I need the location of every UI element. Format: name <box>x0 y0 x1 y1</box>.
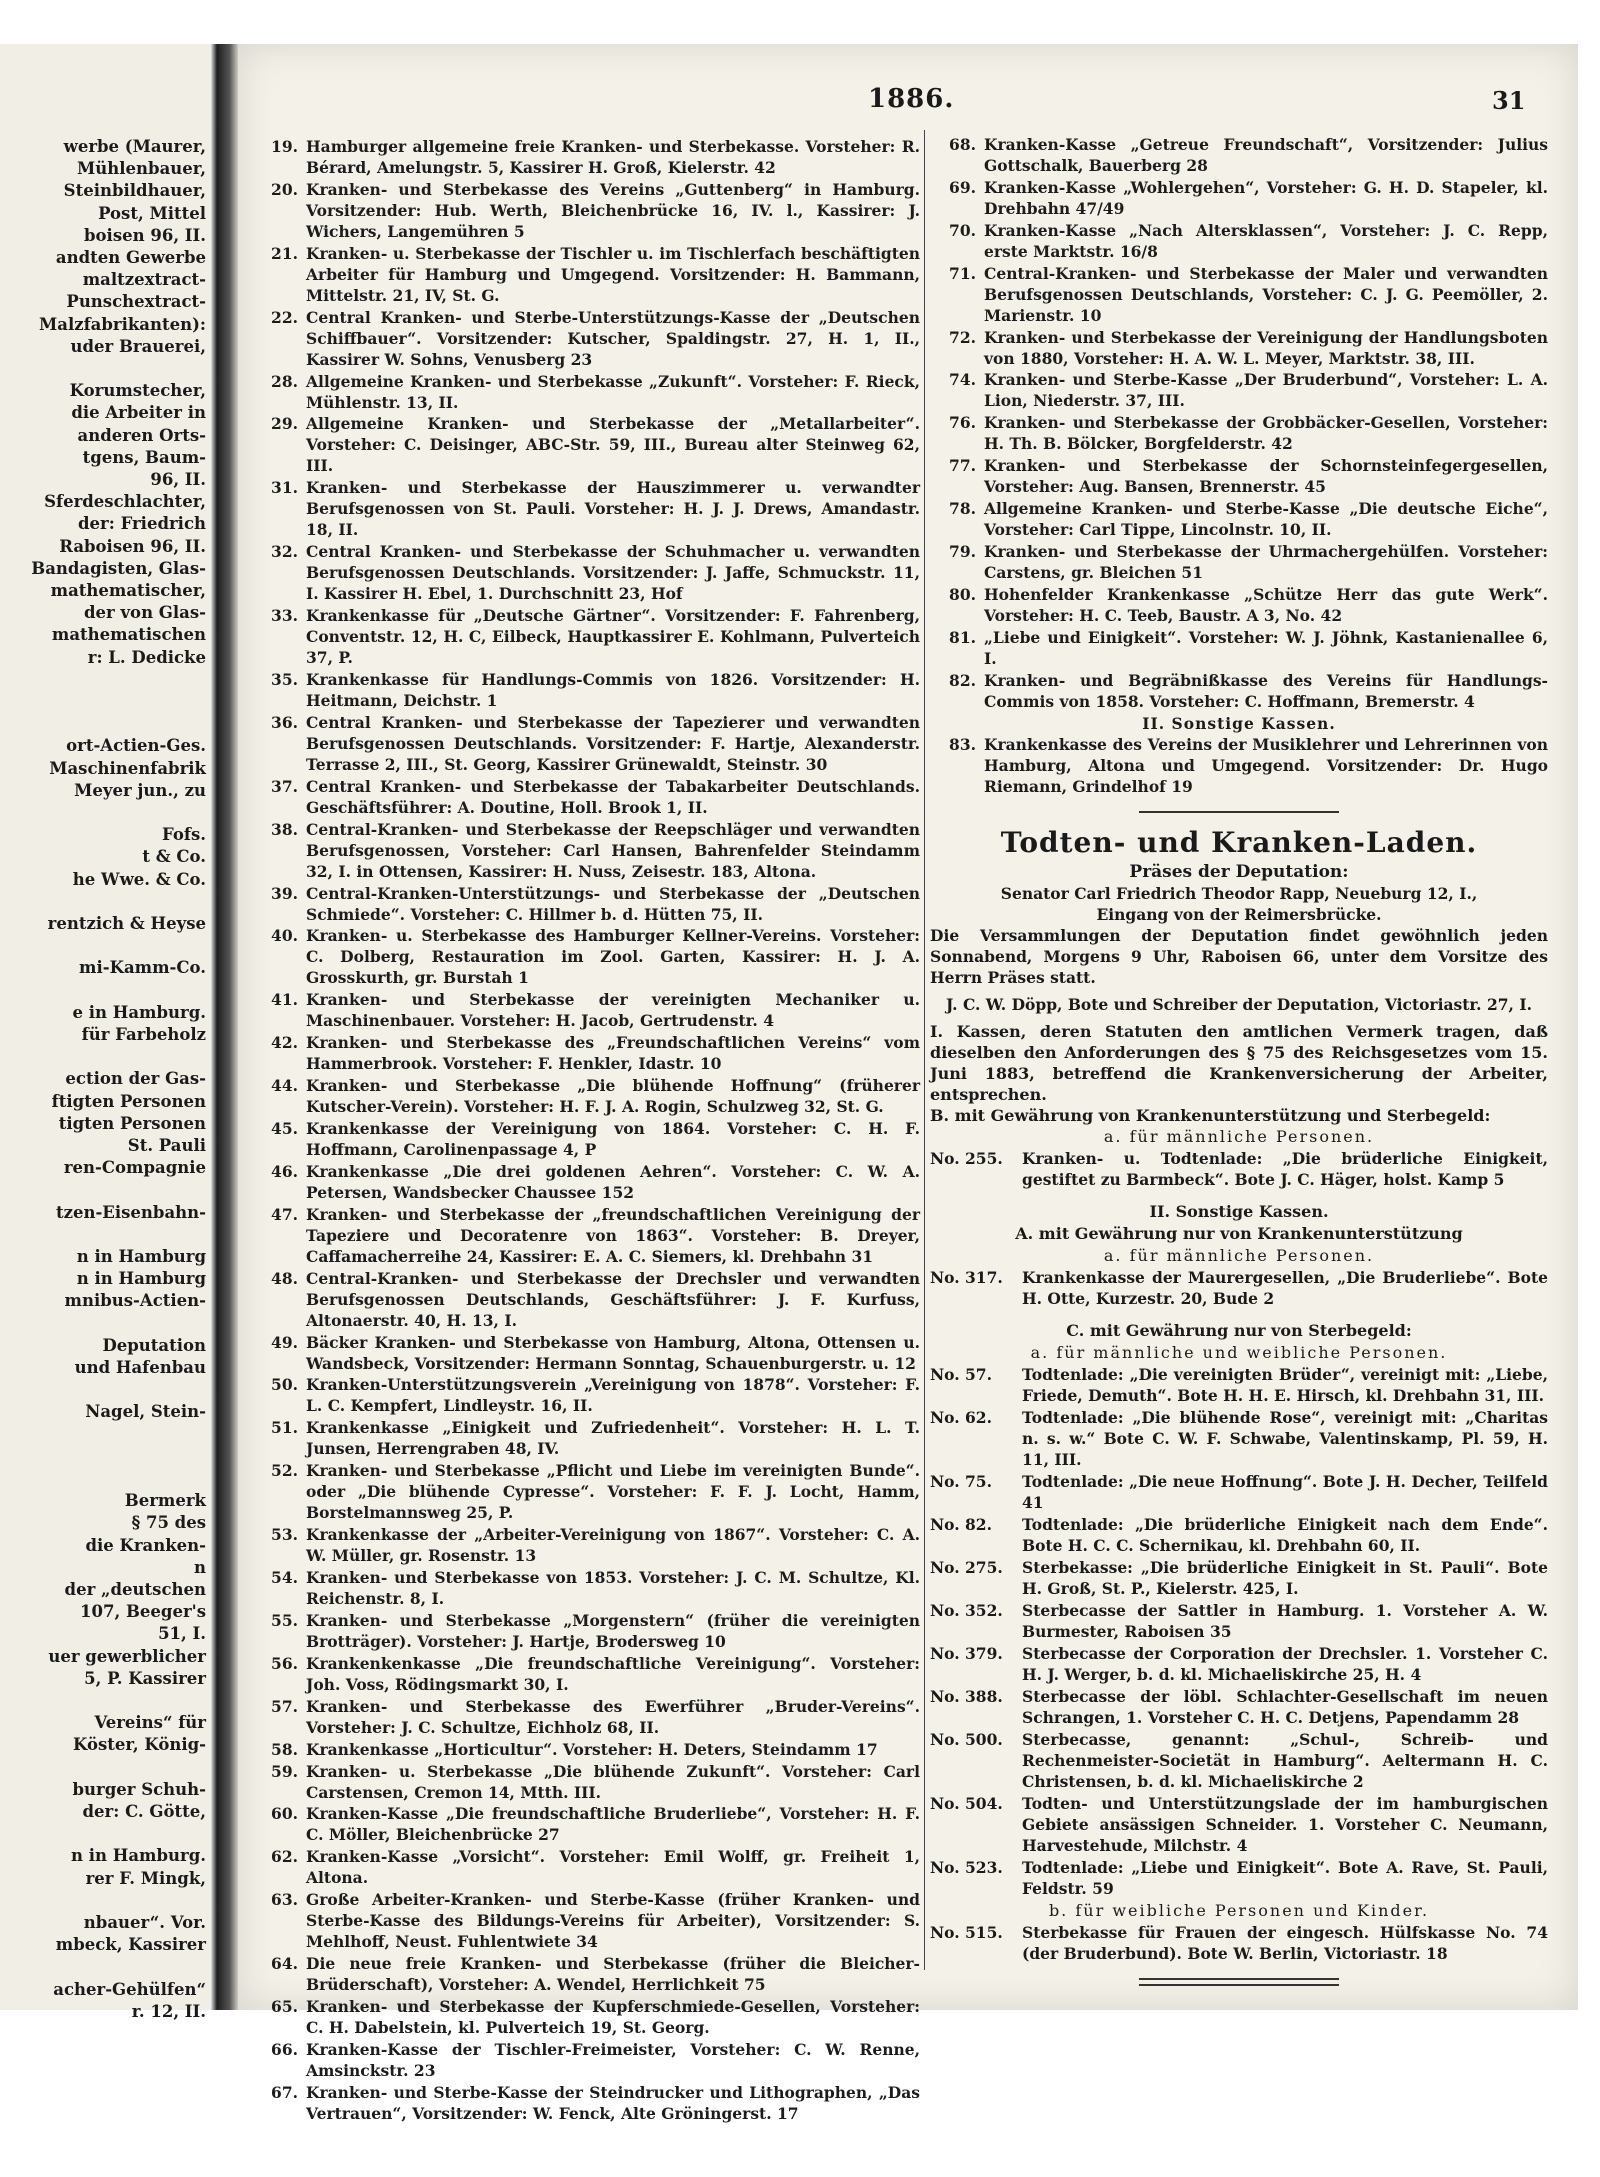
fragment-line: Bermerk <box>124 1491 206 1511</box>
entry-item <box>252 1761 920 1803</box>
fragment-line: uder Brauerei, <box>70 336 206 356</box>
entry-item <box>252 307 920 370</box>
entry-number: 79. <box>949 542 976 562</box>
entry-text: Sterbecasse der Sattler in Hamburg. 1. Vorsteher A. W. Burmester, Raboisen 35 <box>1022 1600 1548 1641</box>
fragment-line: 96, II. <box>150 470 206 489</box>
section-II-heading: II. Sonstige Kassen. <box>1149 1201 1329 1221</box>
entry-text: Kranken- und Sterbekasse „Die blühende Hoffnung“ (früherer Kutscher-Verein). Vorsteher: H. F. J. A. Rogin, Schulzweg 32, St. G. <box>306 1076 920 1117</box>
entry-item <box>930 1471 1548 1513</box>
entry-text: Kranken- und Sterbekasse der Hauszimmerer u. verwandter Berufsgenossen von St. Pauli. Vorsteher: H. J. J. Drews, Amandastr. 18, II. <box>306 478 920 540</box>
entry-item <box>252 1204 920 1267</box>
entry-text: Krankenkasse für „Deutsche Gärtner“. Vorsitzender: F. Fahrenberg, Conventstr. 12, H. C, Eilbeck, Hauptkassirer E. Kohlmann, Pulverteich 37, P. <box>306 606 920 668</box>
entry-text: Kranken-Kasse „Wohlergehen“, Vorsteher: G. H. D. Stapeler, kl. Drehbahn 47/49 <box>984 177 1548 218</box>
entry-text: Kranken- und Sterbekasse des Vereins „Guttenberg“ in Hamburg. Vorsitzender: Hub. Werth, Bleichenbrücke 16, IV. l., Kassirer: J. Wichers, Langemühren 5 <box>306 179 920 241</box>
entry-number: 32. <box>271 542 298 562</box>
entry-83 <box>930 734 1548 797</box>
entry-number: 54. <box>271 1568 298 1588</box>
fragment-line: mathematischen <box>51 625 206 645</box>
entry-number: 59. <box>271 1761 298 1781</box>
entry-text: Kranken- und Sterbekasse der Vereinigung der Handlungsboten von 1880, Vorsteher: H. A. W. L. Meyer, Marktstr. 38, III. <box>984 327 1548 368</box>
divider-rule <box>1139 811 1339 813</box>
fragment-line: Post, Mittel <box>98 203 206 223</box>
entry-text: Kranken- u. Sterbekasse der Tischler u. im Tischlerfach beschäftigten Arbeiter für Hamburg und Umgegend. Vorsitzender: H. Bammann, Mittelstr. 21, IV, St. G. <box>306 243 920 305</box>
fragment-line: Bandagisten, Glas- <box>31 558 206 578</box>
fragment-line: uer gewerblicher <box>48 1646 206 1666</box>
entry-text: Kranken- und Sterbekasse der vereinigten Mechaniker u. Maschinenbauer. Vorsteher: H. Jacob, Gertrudenstr. 4 <box>306 990 920 1031</box>
entry-text: Kranken- und Sterbekasse „Pflicht und Liebe im vereinigten Bunde“. oder „Die blühende Cypresse“. Vorsteher: F. F. J. Locht, Hamm, Borstelmannsweg 25, P. <box>306 1461 920 1523</box>
entry-no: No. 515. <box>930 1922 1003 1942</box>
entry-item <box>930 263 1548 326</box>
entry-text: Central-Kranken- und Sterbekasse der Drechsler und verwandten Berufsgenossen Deutschlands, Geschäftsführer: J. F. Kurfuss, Altonaerstr. 40, H. 13, I. <box>306 1268 920 1330</box>
fragment-line: Malzfabrikanten): <box>38 314 206 334</box>
fragment-line: tgens, Baum- <box>82 447 206 467</box>
entry-number: 81. <box>949 627 976 647</box>
entry-text: Bäcker Kranken- und Sterbekasse von Hamburg, Altona, Ottensen u. Wandsbeck, Vorsitzender: Hermann Sonntag, Schauenburgerstr. u. 12 <box>306 1332 920 1373</box>
fragment-line: Punschextract- <box>66 292 206 312</box>
entry-number: 22. <box>271 307 298 327</box>
entry-item <box>252 1118 920 1160</box>
entry-item <box>252 1996 920 2038</box>
entry-text: Kranken- und Sterbekasse des Ewerführer „Bruder-Vereins“. Vorsteher: J. C. Schultze, Eichholz 68, II. <box>306 1696 920 1737</box>
praeses-line-2: Eingang von der Reimersbrücke. <box>1096 904 1382 924</box>
adjacent-page-fragment <box>0 44 210 2021</box>
entry-number: 76. <box>949 413 976 433</box>
entry-item <box>252 819 920 882</box>
entry-number: 39. <box>271 883 298 903</box>
fragment-line: n <box>194 1557 206 1577</box>
entry-no: No. 317. <box>930 1267 1003 1287</box>
fragment-line: e in Hamburg. <box>72 1002 206 1022</box>
entry-text: Central-Kranken- und Sterbekasse der Reepschläger und verwandten Berufsgenossen, Vorsteher: Carl Hansen, Bahrenfelder Steindamm 32, I. in Ottensen, Kassirer: H. Nuss, Zeisestr. 183, Altona. <box>306 819 920 881</box>
fragment-line: he Wwe. & Co. <box>72 869 206 889</box>
fragment-line: und Hafenbau <box>74 1358 206 1377</box>
entry-item <box>252 669 920 711</box>
entry-text: Todtenlade: „Die blühende Rose“, vereinigt mit: „Charitas n. s. w.“ Bote C. W. F. Schwabe, Valentinskamp, Pl. 59, H. 11, III. <box>1022 1407 1548 1469</box>
left-column <box>252 136 920 2123</box>
entry-item <box>252 1032 920 1074</box>
sub-male-2: a. für männliche Personen. <box>1103 1245 1375 1265</box>
bote-line: J. C. W. Döpp, Bote und Schreiber der Deputation, Victoriastr. 27, I. <box>946 994 1532 1014</box>
entry-no-255 <box>930 1148 1548 1190</box>
entry-item <box>252 1268 920 1331</box>
fragment-line: ftigten Personen <box>51 1091 206 1111</box>
entry-text: Sterbecasse, genannt: „Schul-, Schreib- und Rechenmeister-Societät in Hamburg“. Aeltermann H. C. Christensen, b. d. kl. Michaeliskirche 2 <box>1022 1729 1548 1791</box>
entry-text: Krankenkasse der Vereinigung von 1864. Vorsteher: C. H. F. Hoffmann, Carolinenpassage 4, P <box>306 1119 920 1160</box>
entry-item <box>252 541 920 604</box>
entry-number: 60. <box>271 1804 298 1824</box>
entry-item <box>252 243 920 306</box>
entry-number: 65. <box>271 1996 298 2016</box>
sub-female: b. für weibliche Personen und Kinder. <box>1048 1900 1430 1920</box>
section-A-heading: A. mit Gewährung nur von Krankenunterstützung <box>1015 1223 1463 1243</box>
entry-text: Hohenfelder Krankenkasse „Schütze Herr das gute Werk“. Vorsteher: H. C. Teeb, Baustr. A 3, No. 42 <box>984 584 1548 625</box>
fragment-line: mnibus-Actien- <box>64 1291 206 1311</box>
entry-number: No. 379. <box>930 1643 1003 1663</box>
entry-item <box>252 1889 920 1952</box>
fragment-line: der: Friedrich <box>78 514 206 534</box>
fragment-line: ection der Gas- <box>65 1069 206 1089</box>
fragment-line: werbe (Maurer, <box>63 137 206 156</box>
section-C-heading: C. mit Gewährung nur von Sterbegeld: <box>1066 1320 1412 1340</box>
entry-number: 29. <box>271 414 298 434</box>
entry-text: Kranken-Unterstützungsverein „Vereinigung von 1878“. Vorsteher: F. L. C. Kempfert, Lindleystr. 16, II. <box>306 1375 920 1416</box>
entry-number: No. 504. <box>930 1793 1003 1813</box>
entry-number: 52. <box>271 1461 298 1481</box>
section-sonstige-kassen: II. Sonstige Kassen. <box>1142 713 1336 733</box>
entry-text: Todtenlade: „Liebe und Einigkeit“. Bote A. Rave, St. Pauli, Feldstr. 59 <box>1022 1857 1548 1898</box>
entry-item <box>252 371 920 413</box>
entry-number: No. 275. <box>930 1557 1003 1577</box>
fragment-line: ren-Compagnie <box>63 1158 206 1178</box>
entry-item <box>930 1514 1548 1556</box>
entry-number: 77. <box>949 456 976 476</box>
entry-item <box>930 498 1548 540</box>
entry-item <box>252 989 920 1031</box>
entry-text: Todtenlade: „Die vereinigten Brüder“, vereinigt mit: „Liebe, Friede, Demuth“. Bote H. H. E. Hirsch, kl. Drehbahn 31, III. <box>1022 1364 1548 1405</box>
fragment-line: die Kranken- <box>85 1535 206 1555</box>
entry-number: 36. <box>271 712 298 732</box>
entry-number: 78. <box>949 499 976 519</box>
fragment-line: Steinbildhauer, <box>63 181 206 201</box>
entry-number: 44. <box>271 1076 298 1096</box>
entry-text: Todtenlade: „Die brüderliche Einigkeit nach dem Ende“. Bote H. C. C. Schernikau, kl. Drehbahn 60, II. <box>1022 1514 1548 1555</box>
entry-text: Kranken-Kasse „Die freundschaftliche Bruderliebe“, Vorsteher: H. F. C. Möller, Bleichenbrücke 27 <box>306 1804 920 1845</box>
entry-item <box>252 413 920 476</box>
entry-text: Kranken- und Begräbnißkasse des Vereins für Handlungs-Commis von 1858. Vorsteher: C. Hoffmann, Bremerstr. 4 <box>984 670 1548 711</box>
header-year: 1886. <box>868 84 955 114</box>
entry-item <box>930 627 1548 669</box>
entry-item <box>252 136 920 178</box>
fragment-line: Sferdeschlachter, <box>44 492 206 512</box>
right-column <box>930 134 1548 1974</box>
entry-text: Kranken- und Sterbekasse „Morgenstern“ (früher die vereinigten Brotträger). Vorsteher: J. Hartje, Brodersweg 10 <box>306 1610 920 1651</box>
entry-text: Krankenkasse „Einigkeit und Zufriedenheit“. Vorsteher: H. L. T. Junsen, Herrengraben 48, IV. <box>306 1418 920 1459</box>
entry-text: Kranken- und Sterbekasse der Grobbäcker-Gesellen, Vorsteher: H. Th. B. Bölcker, Borgfelderstr. 42 <box>984 413 1548 454</box>
entry-item <box>252 1846 920 1888</box>
fragment-line: acher-Gehülfen“ <box>53 1979 206 1999</box>
entry-number: 70. <box>949 220 976 240</box>
fragment-line: Raboisen 96, II. <box>59 536 206 556</box>
entry-text: Hamburger allgemeine freie Kranken- und Sterbekasse. Vorsteher: R. Bérard, Amelungstr. 5, Kassirer H. Groß, Kielerstr. 42 <box>306 137 920 177</box>
entry-text: Die neue freie Kranken- und Sterbekasse (früher die Bleicher-Brüderschaft), Vorsteher: A. Wendel, Herrlichkeit 75 <box>306 1954 920 1995</box>
entry-item <box>252 1524 920 1566</box>
entry-number: 21. <box>271 243 298 263</box>
fragment-line: der: C. Götte, <box>82 1802 206 1821</box>
fragment-line: n in Hamburg <box>76 1269 206 1289</box>
fragment-line: Vereins“ für <box>94 1713 206 1733</box>
section-B-heading: B. mit Gewährung von Krankenunterstützung und Sterbegeld: <box>930 1105 1491 1125</box>
closing-rule <box>1139 1978 1339 1986</box>
entry-item <box>930 1729 1548 1792</box>
entry-text: Sterbekasse für Frauen der eingesch. Hülfskasse No. 74 (der Bruderbund). Bote W. Berlin, Victoriastr. 18 <box>1022 1922 1548 1963</box>
fragment-line: der „deutschen <box>64 1580 206 1599</box>
entry-text: Krankenkasse der „Arbeiter-Vereinigung von 1867“. Vorsteher: C. A. W. Müller, gr. Rosenstr. 13 <box>306 1525 920 1566</box>
entry-number: 58. <box>271 1739 298 1759</box>
entry-item <box>930 220 1548 262</box>
entry-number: 55. <box>271 1610 298 1630</box>
entry-number: 41. <box>271 990 298 1010</box>
entry-item <box>252 605 920 668</box>
entry-item <box>930 1686 1548 1728</box>
entry-text: Sterbekasse: „Die brüderliche Einigkeit in St. Pauli“. Bote H. Groß, St. P., Kielerstr. 425, I. <box>1022 1557 1548 1598</box>
section-I-heading: I. Kassen, deren Statuten den amtlichen Vermerk tragen, daß dieselben den Anforderungen des § 75 des Reichsgesetzes vom 15. Juni 1883, betreffend die Krankenversicherung der Arbeiter, entsprechen. <box>930 1021 1548 1104</box>
entry-number: 69. <box>949 177 976 197</box>
page-gutter <box>210 44 238 2010</box>
fragment-line: St. Pauli <box>127 1136 206 1155</box>
entry-item <box>930 177 1548 219</box>
entry-text: Kranken- und Sterbekasse von 1853. Vorsteher: J. C. M. Schultze, Kl. Reichenstr. 8, I. <box>306 1568 920 1609</box>
fragment-line: r. 12, II. <box>131 2001 206 2021</box>
entry-number: 49. <box>271 1332 298 1352</box>
entry-number: 50. <box>271 1375 298 1395</box>
meeting-note: Die Versammlungen der Deputation findet gewöhnlich jeden Sonnabend, Morgens 9 Uhr, Raboisen 66, unter dem Vorsitze des Herrn Präses statt. <box>930 925 1548 987</box>
entry-text: Kranken- u. Sterbekasse des Hamburger Kellner-Vereins. Vorsteher: C. Dolberg, Restauration im Zool. Garten, Kassirer: H. J. A. Grosskurth, gr. Burstah 1 <box>306 926 920 988</box>
entry-number: 33. <box>271 606 298 626</box>
page-number: 31 <box>1492 86 1526 115</box>
entry-item <box>930 1600 1548 1642</box>
entry-item <box>930 1364 1548 1406</box>
entry-text: Krankenkasse der Maurergesellen, „Die Bruderliebe“. Bote H. Otte, Kurzestr. 20, Bude 2 <box>1022 1267 1548 1308</box>
entry-item <box>252 925 920 988</box>
entry-number: No. 57. <box>930 1364 992 1384</box>
right-column-entries <box>930 134 1548 712</box>
entry-text: Sterbecasse der Corporation der Drechsler. 1. Vorsteher C. H. J. Werger, b. d. kl. Michaeliskirche 25, H. 4 <box>1022 1643 1548 1684</box>
entry-text: Kranken- und Sterbekasse der Uhrmachergehülfen. Vorsteher: Carstens, gr. Bleichen 51 <box>984 542 1548 583</box>
entry-item <box>930 134 1548 176</box>
praeses-heading: Präses der Deputation: <box>1129 861 1349 882</box>
entry-number: No. 388. <box>930 1686 1003 1706</box>
entry-number: 20. <box>271 179 298 199</box>
fragment-line: t & Co. <box>142 847 206 867</box>
fragment-line: 5, P. Kassirer <box>84 1668 206 1688</box>
fragment-line: andten Gewerbe <box>55 248 206 267</box>
entry-text: Allgemeine Kranken- und Sterbekasse „Zukunft“. Vorsteher: F. Rieck, Mühlenstr. 13, II. <box>306 371 920 412</box>
fragment-line: die Arbeiter in <box>71 403 206 423</box>
entry-item <box>252 1075 920 1117</box>
fragment-line: tzen-Eisenbahn- <box>55 1202 206 1222</box>
sub-male-female: a. für männliche und weibliche Personen. <box>1030 1342 1448 1362</box>
entry-text: Kranken- u. Sterbekasse „Die blühende Zukunft“. Vorsteher: Carl Carstensen, Cremon 14, Mtth. III. <box>306 1761 920 1802</box>
fragment-line: mbeck, Kassirer <box>55 1935 206 1955</box>
entry-number: 38. <box>271 819 298 839</box>
fragment-line: n in Hamburg. <box>71 1846 206 1866</box>
entry-number: 31. <box>271 478 298 498</box>
entry-number: 53. <box>271 1525 298 1545</box>
entry-number: 46. <box>271 1161 298 1181</box>
entry-text: Todtenlade: „Die neue Hoffnung“. Bote J. H. Decher, Teilfeld 41 <box>1022 1471 1548 1512</box>
entry-number: 37. <box>271 776 298 796</box>
entry-number: 62. <box>271 1847 298 1867</box>
entry-number: No. 523. <box>930 1857 1003 1877</box>
entry-text: Central Kranken- und Sterbe-Unterstützungs-Kasse der „Deutschen Schiffbauer“. Vorsitzender: Kutscher, Spaldingstr. 27, H. 1, II., Kassirer W. Sohns, Venusberg 23 <box>306 307 920 369</box>
entry-text: Kranken-Kasse „Getreue Freundschaft“, Vorsitzender: Julius Gottschalk, Bauerberg 28 <box>984 135 1548 175</box>
entry-number: 66. <box>271 2039 298 2059</box>
entry-text: Kranken- und Sterbekasse der „freundschaftlichen Vereinigung der Tapeziere und Decoratenre von 1863“. Vorsteher: B. Dreyer, Caffamacherreihe 24, Kassirer: E. A. C. Siemers, kl. Drehbahn 31 <box>306 1204 920 1266</box>
entry-text: Krankenkenkasse „Die freundschaftliche Vereinigung“. Vorsteher: Joh. Voss, Rödingsmarkt 30, I. <box>306 1653 920 1694</box>
entry-number: 82. <box>949 670 976 690</box>
fragment-line: r: L. Dedicke <box>87 647 206 667</box>
entry-text: Kranken- und Sterbekasse der Kupferschmiede-Gesellen, Vorsteher: C. H. Dabelstein, kl. Pulverteich 19, St. Georg. <box>306 1996 920 2037</box>
fragment-line: 51, I. <box>158 1624 206 1644</box>
entry-number: No. 75. <box>930 1471 992 1491</box>
entry-number: 56. <box>271 1653 298 1673</box>
entry-text: Kranken- und Sterbekasse des „Freundschaftlichen Vereins“ vom Hammerbrook. Vorsteher: F. Henkler, Idastr. 10 <box>306 1033 920 1074</box>
entry-number: 74. <box>949 370 976 390</box>
entry-text: „Liebe und Einigkeit“. Vorsteher: W. J. Jöhnk, Kastanienallee 6, I. <box>984 627 1548 668</box>
entry-text: Central Kranken- und Sterbekasse der Tapezierer und verwandten Berufsgenossen Deutschlands. Vorsitzender: F. Hartje, Alexanderstr. Terrasse 2, III., St. Georg, Kassirer Grünewaldt, Steinstr. 30 <box>306 712 920 774</box>
entry-number: 19. <box>271 137 298 156</box>
entry-item <box>252 1417 920 1459</box>
entry-item <box>930 584 1548 626</box>
fragment-line: Korumstecher, <box>69 381 206 401</box>
entry-item <box>930 327 1548 369</box>
entry-number: 72. <box>949 327 976 347</box>
entry-no: No. 255. <box>930 1148 1003 1168</box>
entry-number: 28. <box>271 371 298 391</box>
entry-text: Kranken- u. Todtenlade: „Die brüderliche Einigkeit, gestiftet zu Barmbeck“. Bote J. C. Häger, holst. Kamp 5 <box>1022 1148 1548 1189</box>
fragment-line: Maschinenfabrik <box>49 758 206 778</box>
entry-text: Central Kranken- und Sterbekasse der Schuhmacher u. verwandten Berufsgenossen Deutschlands. Vorsitzender: J. Jaffe, Schmuckstr. 11, I. Kassirer H. Ebel, 1. Durchschnitt 23, Hof <box>306 542 920 604</box>
entry-text: Krankenkasse „Die drei goldenen Aehren“. Vorsteher: C. W. A. Petersen, Wandsbecker Chaussee 152 <box>306 1161 920 1202</box>
entry-number: 80. <box>949 584 976 604</box>
entry-number: 63. <box>271 1890 298 1910</box>
entry-text: Central-Kranken-Unterstützungs- und Sterbekasse der „Deutschen Schmiede“. Vorsteher: C. Hillmer b. d. Hütten 75, II. <box>306 883 920 924</box>
entry-item <box>930 1557 1548 1599</box>
entry-text: Krankenkasse des Vereins der Musiklehrer und Lehrerinnen von Hamburg, Altona und Umgegend. Vorsitzender: Dr. Hugo Riemann, Grindelhof 19 <box>984 734 1548 796</box>
entry-item <box>252 1953 920 1995</box>
entry-text: Kranken-Kasse „Vorsicht“. Vorsteher: Emil Wolff, gr. Freiheit 1, Altona. <box>306 1847 920 1888</box>
entry-item <box>252 1653 920 1695</box>
praeses-line-1: Senator Carl Friedrich Theodor Rapp, Neueburg 12, I., <box>1000 883 1478 903</box>
entry-item <box>930 412 1548 454</box>
entry-item <box>252 179 920 242</box>
entry-item <box>252 1161 920 1203</box>
entry-item <box>930 670 1548 712</box>
entry-text: Kranken-Kasse der Tischler-Freimeister, Vorsteher: C. W. Renne, Amsinckstr. 23 <box>306 2039 920 2080</box>
entry-text: Kranken- und Sterbe-Kasse „Der Bruderbund“, Vorsteher: L. A. Lion, Niederstr. 37, III. <box>984 370 1548 411</box>
entry-text: Allgemeine Kranken- und Sterbekasse der „Metallarbeiter“. Vorsteher: C. Deisinger, ABC-Str. 59, III., Bureau alter Steinweg 62, III. <box>306 414 920 476</box>
entry-number: 67. <box>271 2082 298 2102</box>
entry-text: Central Kranken- und Sterbekasse der Tabakarbeiter Deutschlands. Geschäftsführer: A. Doutine, Holl. Brook 1, II. <box>306 776 920 817</box>
fragment-line: anderen Orts- <box>77 425 206 445</box>
entry-number: 47. <box>271 1204 298 1224</box>
entry-text: Allgemeine Kranken- und Sterbe-Kasse „Die deutsche Eiche“, Vorsteher: Carl Tippe, Lincolnstr. 10, II. <box>984 499 1548 540</box>
entry-item <box>252 1374 920 1416</box>
fragment-line: Meyer jun., zu <box>74 780 206 800</box>
entry-text: Central-Kranken- und Sterbekasse der Maler und verwandten Berufsgenossen Deutschlands, Vorsteher: C. J. G. Peemöller, 2. Marienstr. 10 <box>984 263 1548 325</box>
entry-item <box>252 1567 920 1609</box>
entry-number: 40. <box>271 926 298 946</box>
entry-no-317 <box>930 1267 1548 1309</box>
fragment-line: rer F. Mingk, <box>85 1868 206 1888</box>
todtenladen-title: Todten- und Kranken-Laden. <box>1000 825 1478 859</box>
entry-item <box>930 1857 1548 1899</box>
entry-text: Große Arbeiter-Kranken- und Sterbe-Kasse (früher Kranken- und Sterbe-Kasse des Bildungs-Vereins für Arbeiter), Vorsitzender: S. Mehlhoff, Neust. Fuhlentwiete 34 <box>306 1890 920 1952</box>
entry-number: No. 82. <box>930 1514 992 1534</box>
entry-number: No. 352. <box>930 1600 1003 1620</box>
fragment-line: nbauer“. Vor. <box>83 1913 206 1932</box>
fragment-line: mi-Kamm-Co. <box>79 958 206 978</box>
entry-item <box>252 1610 920 1652</box>
entry-item <box>252 1739 920 1760</box>
sub-male-1: a. für männliche Personen. <box>1103 1126 1375 1146</box>
fragment-line: Deputation <box>102 1335 206 1355</box>
fragment-line: burger Schuh- <box>72 1779 206 1799</box>
entry-number: 57. <box>271 1696 298 1716</box>
entry-text: Todten- und Unterstützungslade der im hamburgischen Gebiete ansässigen Schneider. 1. Vorsteher C. Neumann, Harvestehude, Milchstr. 4 <box>1022 1793 1548 1855</box>
entry-item <box>930 1407 1548 1470</box>
entry-item <box>252 1803 920 1845</box>
column-divider <box>924 130 925 1970</box>
entry-number: 68. <box>949 135 976 154</box>
entry-no-515 <box>930 1922 1548 1964</box>
entry-text: Kranken-Kasse „Nach Altersklassen“, Vorsteher: J. C. Repp, erste Marktstr. 16/8 <box>984 220 1548 261</box>
fragment-line: ort-Actien-Ges. <box>66 736 206 756</box>
entry-number: No. 500. <box>930 1729 1003 1749</box>
fragment-line: Köster, König- <box>72 1735 206 1755</box>
entry-item <box>930 1793 1548 1856</box>
entry-number: No. 62. <box>930 1407 992 1427</box>
entry-item <box>252 2082 920 2124</box>
entry-text: Krankenkasse „Horticultur“. Vorsteher: H. Deters, Steindamm 17 <box>306 1739 878 1759</box>
entry-text: Kranken- und Sterbe-Kasse der Steindrucker und Lithographen, „Das Vertrauen“, Vorsitzender: W. Fenck, Alte Gröningerst. 17 <box>306 2082 920 2123</box>
c-entries-list <box>930 1364 1548 1899</box>
entry-number: 42. <box>271 1033 298 1053</box>
fragment-line: § 75 des <box>131 1513 206 1533</box>
fragment-line: Nagel, Stein- <box>85 1402 206 1422</box>
entry-number: 51. <box>271 1418 298 1438</box>
fragment-line: mathematischer, <box>50 581 206 600</box>
entry-number: 45. <box>271 1119 298 1139</box>
entry-number: 83. <box>949 734 976 754</box>
entry-item <box>252 1696 920 1738</box>
entry-number: 35. <box>271 670 298 690</box>
fragment-line: für Farbeholz <box>81 1025 206 1044</box>
fragment-line: n in Hamburg <box>76 1247 206 1266</box>
entry-item <box>252 776 920 818</box>
entry-number: 64. <box>271 1954 298 1974</box>
entry-item <box>252 477 920 540</box>
entry-item <box>252 1332 920 1374</box>
entry-item <box>252 2039 920 2081</box>
fragment-line: boisen 96, II. <box>84 225 206 245</box>
entry-item <box>930 541 1548 583</box>
entry-item <box>252 883 920 925</box>
entry-item <box>930 369 1548 411</box>
fragment-line: 107, Beeger's <box>80 1602 206 1622</box>
entry-text: Sterbecasse der löbl. Schlachter-Gesellschaft im neuen Schrangen, 1. Vorsteher C. H. C. Detjens, Papendamm 28 <box>1022 1686 1548 1727</box>
fragment-line: maltzextract- <box>82 270 206 290</box>
fragment-line: der von Glas- <box>84 603 206 623</box>
entry-item <box>252 712 920 775</box>
entry-item <box>252 1460 920 1523</box>
entry-number: 71. <box>949 263 976 283</box>
fragment-line: Fofs. <box>162 825 206 845</box>
entry-item <box>930 1643 1548 1685</box>
fragment-line: tigten Personen <box>58 1113 206 1133</box>
fragment-line: rentzich & Heyse <box>47 914 206 933</box>
entry-text: Krankenkasse für Handlungs-Commis von 1826. Vorsitzender: H. Heitmann, Deichstr. 1 <box>306 670 920 711</box>
entry-item <box>930 455 1548 497</box>
entry-number: 48. <box>271 1268 298 1288</box>
fragment-line: Mühlenbauer, <box>77 159 206 179</box>
entry-text: Kranken- und Sterbekasse der Schornsteinfegergesellen, Vorsteher: Aug. Bansen, Brennerstr. 45 <box>984 456 1548 497</box>
